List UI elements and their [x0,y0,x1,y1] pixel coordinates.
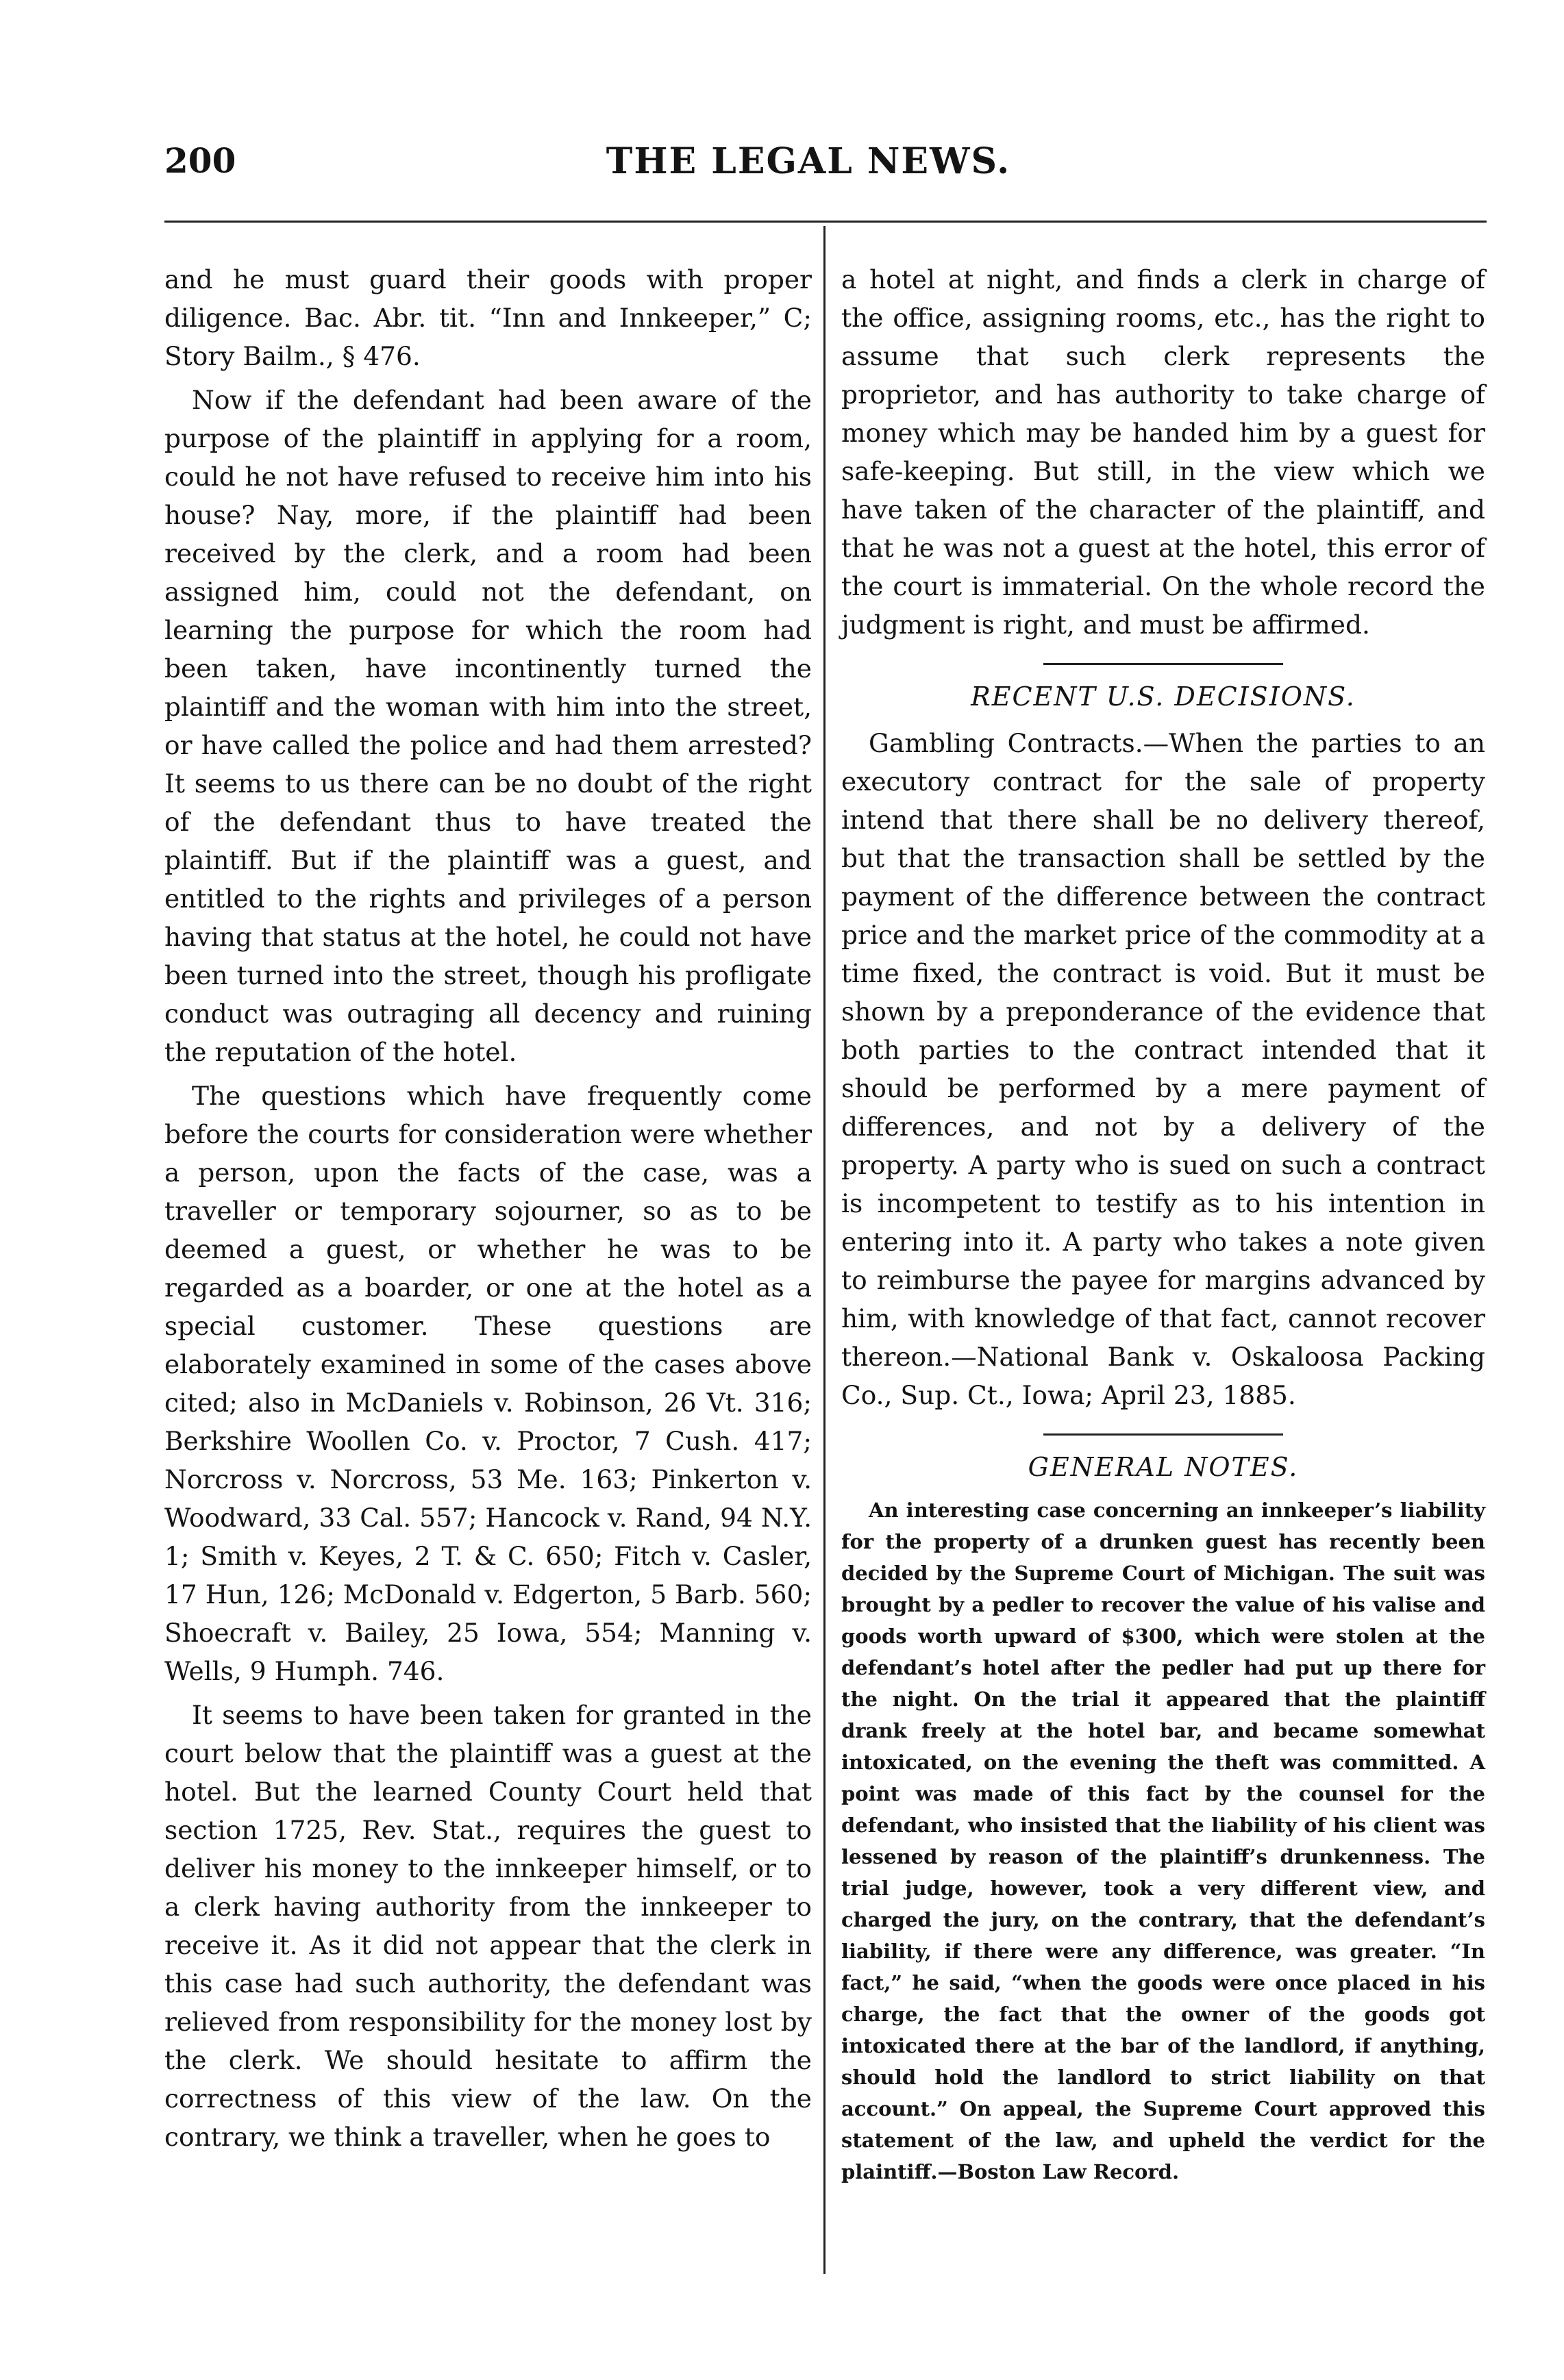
paragraph: Now if the defendant had been aware of the purpose of the plaintiff in applying for a room, could he not have refused to receive him into his house? Nay, more, if the plaintiff had been received by the clerk, and a room had been assigned him, could not the defendant, on learning the purpose for which the room had been taken, have incontinently turned the plaintiff and the woman with him into the street, or have called the police and had them arrested? It seems to us there can be no doubt of the right of the defendant thus to have treated the plaintiff. But if the plaintiff was a guest, and entitled to the rights and privileges of a person having that status at the hotel, he could not have been turned into the street, though his profligate conduct was outraging all decency and ruining the reputation of the hotel. [164,385,812,1067]
header-rule [164,221,1487,223]
page-header [164,140,1452,202]
section-rule [1043,1433,1283,1436]
section-rule [1043,663,1283,665]
right-column [841,260,1485,2188]
paragraph: a hotel at night, and finds a clerk in charge of the office, assigning rooms, etc., has the right to assume that such clerk represents the proprietor, and has authority to take charge of money which may be handed him by a guest for safe-keeping. But still, in the view which we have taken of the character of the plaintiff, and that he was not a guest at the hotel, this error of the court is immaterial. On the whole record the judgment is right, and must be affirmed. [841,264,1485,640]
paragraph: and he must guard their goods with proper diligence. Bac. Abr. tit. “Inn and Innkeeper,” C; Story Bailm., § 476. [164,264,812,371]
column-divider [823,226,826,2274]
section-heading: GENERAL NOTES. [1028,1452,1299,1482]
paragraph: The questions which have frequently come before the courts for consideration were whether a person, upon the facts of the case, was a traveller or temporary sojourner, so as to be deemed a guest, or whether he was to be regarded as a boarder, or one at the hotel as a special customer. These questions are elaborately examined in some of the cases above cited; also in McDaniels v. Robinson, 26 Vt. 316; Berkshire Woollen Co. v. Proctor, 7 Cush. 417; Norcross v. Norcross, 53 Me. 163; Pinkerton v. Woodward, 33 Cal. 557; Hancock v. Rand, 94 N.Y. 1; Smith v. Keyes, 2 T. & C. 650; Fitch v. Casler, 17 Hun, 126; McDonald v. Edgerton, 5 Barb. 560; Shoecraft v. Bailey, 25 Iowa, 554; Manning v. Wells, 9 Humph. 746. [164,1081,812,1686]
section-heading: RECENT U.S. DECISIONS. [971,681,1356,712]
paragraph: An interesting case concerning an innkeeper’s liability for the property of a drunken guest has recently been decided by the Supreme Court of Michigan. The suit was brought by a pedler to recover the value of his valise and goods worth upward of $300, which were stolen at the defendant’s hotel after the pedler had put up there for the night. On the trial it appeared that the plaintiff drank freely at the hotel bar, and became somewhat intoxicated, on the evening the theft was committed. A point was made of this fact by the counsel for the defendant, who insisted that the liability of his client was lessened by reason of the plaintiff’s drunkenness. The trial judge, however, took a very different view, and charged the jury, on the contrary, that the defendant’s liability, if there were any difference, was greater. “In fact,” he said, “when the goods were once placed in his charge, the fact that the owner of the goods got intoxicated there at the bar of the landlord, if anything, should hold the landlord to strict liability on that account.” On appeal, the Supreme Court approved this statement of the law, and upheld the verdict for the plaintiff.—Boston Law Record. [841,1499,1485,2183]
page-number: 200 [164,140,236,181]
paragraph: It seems to have been taken for granted in the court below that the plaintiff was a guest at the hotel. But the learned County Court held that section 1725, Rev. Stat., requires the guest to deliver his money to the innkeeper himself, or to a clerk having authority from the innkeeper to receive it. As it did not appear that the clerk in this case had such authority, the defendant was relieved from responsibility for the money lost by the clerk. We should hesitate to affirm the correctness of this view of the law. On the contrary, we think a traveller, when he goes to [164,1700,812,2152]
page-title: THE LEGAL NEWS. [606,140,1011,182]
left-column [164,260,812,2156]
paragraph: Gambling Contracts.—When the parties to an executory contract for the sale of property intend that there shall be no delivery thereof, but that the transaction shall be settled by the payment of the difference between the contract price and the market price of the commodity at a time fixed, the contract is void. But it must be shown by a preponderance of the evidence that both parties to the contract intended that it should be performed by a mere payment of differences, and not by a delivery of the property. A party who is sued on such a contract is incompetent to testify as to his intention in entering into it. A party who takes a note given to reimburse the payee for margins advanced by him, with knowledge of that fact, cannot recover thereon.—National Bank v. Oskaloosa Packing Co., Sup. Ct., Iowa; April 23, 1885. [841,728,1485,1410]
